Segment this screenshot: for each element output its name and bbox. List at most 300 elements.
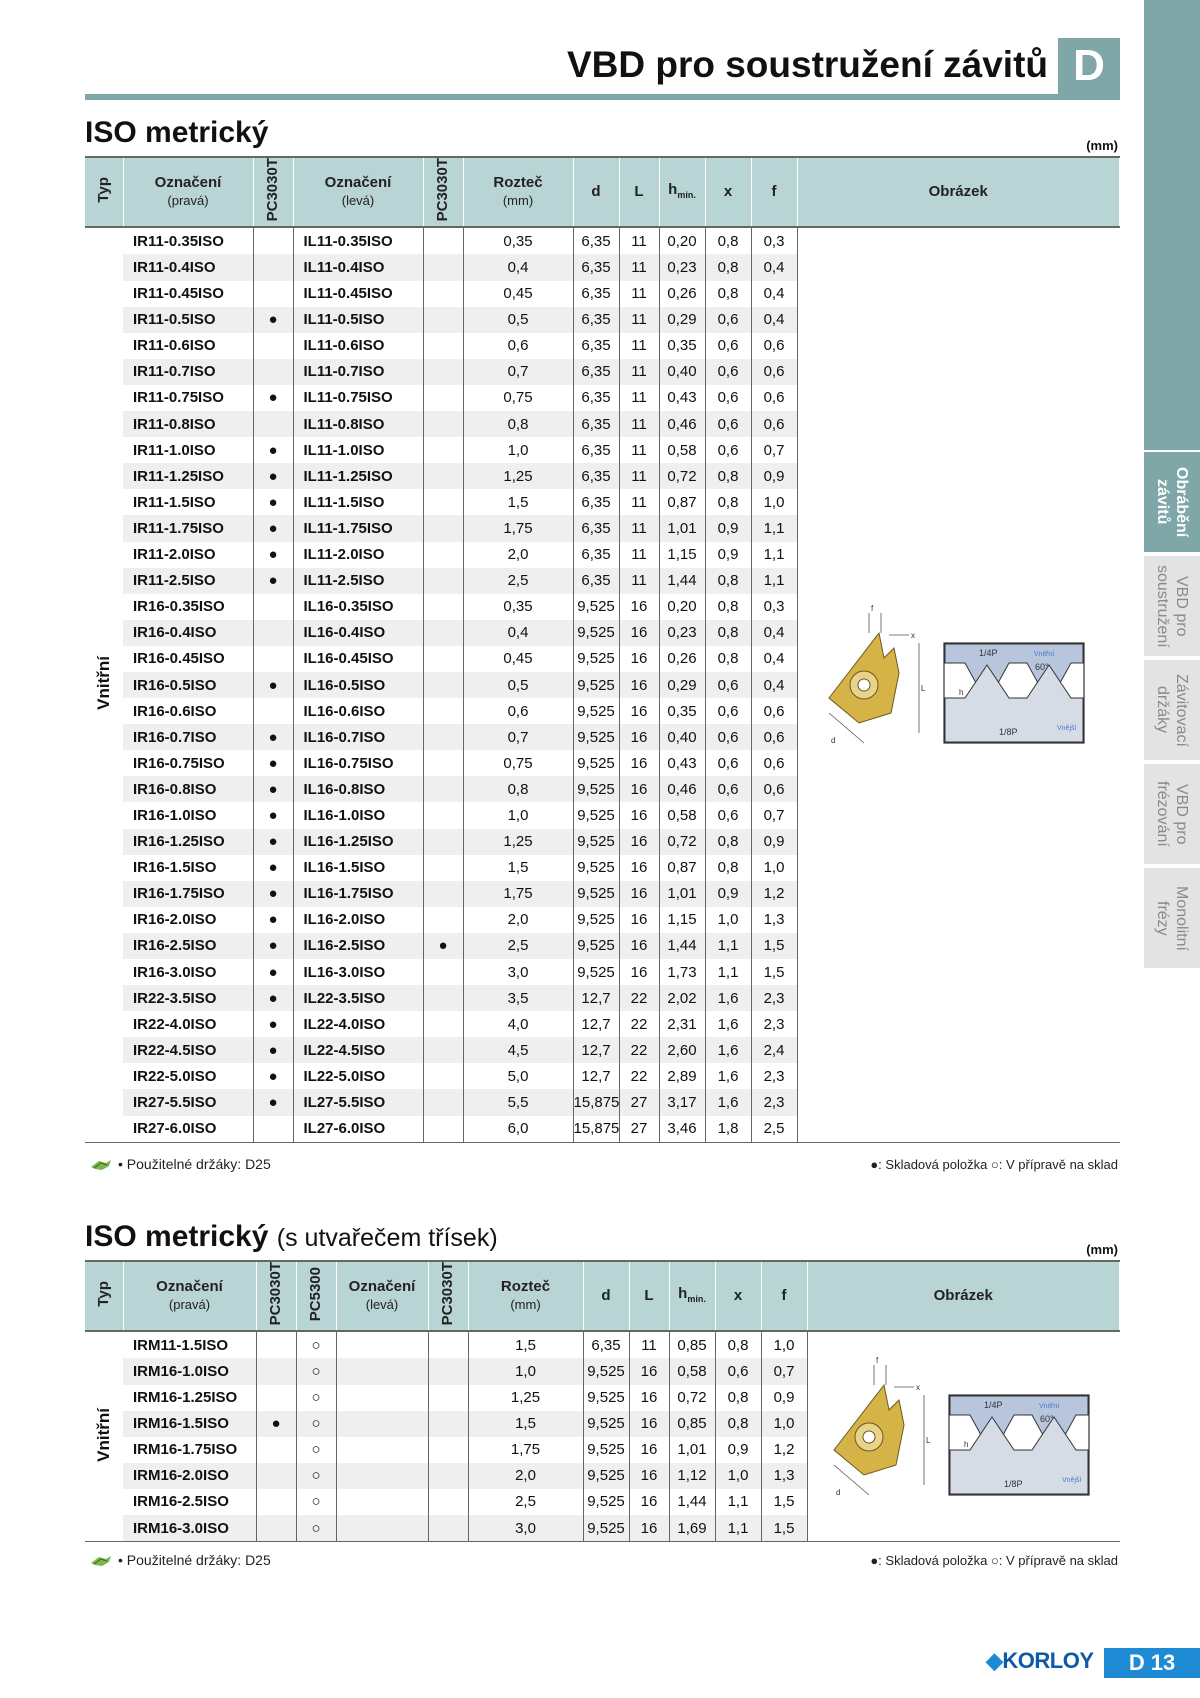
cell-x: 0,6 (705, 698, 751, 724)
cell-x: 0,6 (705, 411, 751, 437)
page-title: VBD pro soustružení závitů (566, 44, 1048, 85)
cell-code-left (336, 1515, 428, 1542)
cell-L: 16 (619, 724, 659, 750)
dim-d: d (835, 1487, 840, 1497)
cell-pitch: 1,25 (463, 463, 573, 489)
cell-h: 1,44 (669, 1489, 715, 1515)
cell-grade-left (423, 698, 463, 724)
cell-x: 1,1 (715, 1515, 761, 1542)
insert-drawing (829, 604, 926, 745)
cell-code-right: IRM16-2.0ISO (123, 1463, 256, 1489)
cell-code-right: IR16-2.0ISO (123, 907, 253, 933)
cell-grade-b: ○ (296, 1437, 336, 1463)
cell-L: 16 (619, 959, 659, 985)
cell-pitch: 0,8 (463, 776, 573, 802)
cell-code-right: IR11-0.6ISO (123, 333, 253, 359)
thread-profile (944, 643, 1084, 743)
cell-code-left: IL16-3.0ISO (293, 959, 423, 985)
cell-grade-b: ○ (296, 1331, 336, 1358)
cell-L: 11 (619, 515, 659, 541)
cell-code-left: IL16-0.4ISO (293, 620, 423, 646)
cell-grade-left (423, 542, 463, 568)
cell-f: 2,5 (751, 1116, 797, 1143)
cell-x: 0,6 (705, 776, 751, 802)
cell-x: 1,6 (705, 1037, 751, 1063)
col-x: x (705, 157, 751, 227)
cell-d: 6,35 (573, 463, 619, 489)
cell-h: 0,20 (659, 227, 705, 254)
cell-x: 0,8 (705, 254, 751, 280)
cell-grade-right: ● (253, 672, 293, 698)
cell-x: 1,0 (705, 907, 751, 933)
cell-f: 0,4 (751, 307, 797, 333)
cell-x: 1,0 (715, 1463, 761, 1489)
cell-code-right: IRM11-1.5ISO (123, 1331, 256, 1358)
cell-grade-right: ● (253, 568, 293, 594)
pitch-quarter: 1/4P (983, 1399, 1003, 1410)
cell-code-left: IL11-0.7ISO (293, 359, 423, 385)
cell-d: 9,525 (573, 750, 619, 776)
cell-code-right: IR11-0.7ISO (123, 359, 253, 385)
cell-L: 11 (619, 385, 659, 411)
cell-grade-right (253, 594, 293, 620)
cell-code-left: IL27-5.5ISO (293, 1089, 423, 1115)
cell-x: 1,1 (705, 933, 751, 959)
cell-code-right: IR16-1.25ISO (123, 829, 253, 855)
cell-grade-right: ● (253, 1011, 293, 1037)
cell-f: 1,1 (751, 515, 797, 541)
cell-grade-left (423, 227, 463, 254)
col-code-right: Označení (pravá) (123, 1261, 256, 1331)
side-accent-bar (1144, 0, 1200, 450)
cell-code-left: IL16-1.0ISO (293, 802, 423, 828)
cell-L: 16 (619, 802, 659, 828)
side-tab-turning-inserts[interactable]: VBD pro soustružení (1144, 556, 1200, 656)
cell-code-right: IR22-3.5ISO (123, 985, 253, 1011)
cell-d: 12,7 (573, 1011, 619, 1037)
cell-L: 27 (619, 1089, 659, 1115)
cell-code-right: IR16-0.8ISO (123, 776, 253, 802)
angle-label: 60° (1039, 1413, 1054, 1424)
cell-pitch: 1,0 (463, 437, 573, 463)
cell-f: 2,4 (751, 1037, 797, 1063)
cell-h: 0,29 (659, 307, 705, 333)
cell-code-left: IL11-0.75ISO (293, 385, 423, 411)
cell-d: 9,525 (573, 698, 619, 724)
cell-x: 0,8 (715, 1411, 761, 1437)
cell-d: 9,525 (573, 594, 619, 620)
type-cell (85, 1331, 123, 1541)
side-tab-milling-inserts[interactable]: VBD pro frézování (1144, 764, 1200, 864)
dim-L: L (920, 684, 925, 694)
cell-code-right: IR11-1.0ISO (123, 437, 253, 463)
cell-x: 0,8 (705, 620, 751, 646)
cell-grade-left (423, 802, 463, 828)
cell-grade-right (253, 254, 293, 280)
cell-grade-right: ● (253, 1063, 293, 1089)
cell-L: 16 (619, 907, 659, 933)
cell-L: 16 (619, 620, 659, 646)
col-x: x (715, 1261, 761, 1331)
cell-h: 0,23 (659, 620, 705, 646)
cell-f: 1,0 (761, 1331, 807, 1358)
col-grade-b: PC5300 (296, 1261, 336, 1331)
cell-f: 0,7 (751, 437, 797, 463)
dim-f: f (870, 604, 873, 614)
cell-grade-right (253, 281, 293, 307)
cell-code-left: IL11-2.0ISO (293, 542, 423, 568)
cell-f: 1,2 (751, 881, 797, 907)
cell-h: 1,15 (659, 542, 705, 568)
cell-grade-left (423, 907, 463, 933)
cell-f: 0,9 (751, 463, 797, 489)
cell-d: 6,35 (573, 515, 619, 541)
cell-x: 1,8 (705, 1116, 751, 1143)
cell-h: 0,35 (659, 698, 705, 724)
cell-d: 9,525 (573, 959, 619, 985)
cell-code-left: IL22-5.0ISO (293, 1063, 423, 1089)
col-f: f (761, 1261, 807, 1331)
dim-x: x (915, 1382, 920, 1392)
cell-grade-left (423, 385, 463, 411)
cell-code-left (336, 1358, 428, 1384)
cell-pitch: 3,5 (463, 985, 573, 1011)
cell-pitch: 1,25 (463, 829, 573, 855)
cell-f: 0,6 (751, 359, 797, 385)
cell-pitch: 5,0 (463, 1063, 573, 1089)
cell-h: 1,44 (659, 933, 705, 959)
cell-x: 0,8 (705, 489, 751, 515)
section1-holder-note: • Použitelné držáky: D25 (90, 1156, 271, 1172)
holder-icon (90, 1554, 112, 1568)
col-grade-right: PC3030T (256, 1261, 296, 1331)
cell-f: 0,3 (751, 594, 797, 620)
cell-L: 16 (619, 672, 659, 698)
cell-f: 1,1 (751, 568, 797, 594)
cell-f: 1,5 (761, 1489, 807, 1515)
cell-f: 1,0 (751, 855, 797, 881)
cell-grade-left: ● (423, 933, 463, 959)
cell-pitch: 0,7 (463, 359, 573, 385)
cell-x: 0,6 (705, 333, 751, 359)
cell-d: 9,525 (573, 802, 619, 828)
cell-d: 15,875 (573, 1116, 619, 1143)
cell-L: 11 (619, 333, 659, 359)
col-L: L (629, 1261, 669, 1331)
cell-L: 22 (619, 985, 659, 1011)
cell-L: 16 (629, 1463, 669, 1489)
insert-diagram (814, 1355, 1114, 1515)
cell-grade-left (423, 437, 463, 463)
cell-f: 1,0 (751, 489, 797, 515)
cell-code-right: IR16-1.75ISO (123, 881, 253, 907)
section-badge: D (1058, 38, 1120, 94)
section2-title: ISO metrický (s utvařečem třísek) (85, 1220, 498, 1253)
cell-h: 0,85 (669, 1331, 715, 1358)
cell-L: 22 (619, 1037, 659, 1063)
cell-f: 1,2 (761, 1437, 807, 1463)
cell-code-right: IR16-0.5ISO (123, 672, 253, 698)
col-d: d (573, 157, 619, 227)
cell-code-left: IL16-0.35ISO (293, 594, 423, 620)
cell-L: 11 (619, 463, 659, 489)
cell-grade-right (256, 1489, 296, 1515)
cell-code-right: IRM16-1.25ISO (123, 1385, 256, 1411)
cell-grade-right (256, 1385, 296, 1411)
cell-d: 6,35 (573, 411, 619, 437)
cell-f: 0,6 (751, 776, 797, 802)
cell-x: 0,8 (705, 829, 751, 855)
cell-pitch: 1,25 (468, 1385, 583, 1411)
cell-L: 16 (619, 933, 659, 959)
cell-grade-left (423, 620, 463, 646)
cell-code-right: IR27-6.0ISO (123, 1116, 253, 1143)
col-code-right: Označení (pravá) (123, 157, 253, 227)
cell-d: 6,35 (573, 254, 619, 280)
cell-x: 0,8 (705, 227, 751, 254)
cell-pitch: 2,0 (468, 1463, 583, 1489)
pitch-eighth: 1/8P (998, 727, 1018, 738)
insert-diagram (809, 603, 1109, 763)
cell-pitch: 0,45 (463, 646, 573, 672)
cell-code-left: IL11-0.35ISO (293, 227, 423, 254)
cell-grade-right (253, 646, 293, 672)
cell-pitch: 1,0 (468, 1358, 583, 1384)
cell-grade-b: ○ (296, 1358, 336, 1384)
cell-grade-right (256, 1463, 296, 1489)
cell-code-right: IR22-5.0ISO (123, 1063, 253, 1089)
cell-h: 2,31 (659, 1011, 705, 1037)
cell-d: 6,35 (573, 437, 619, 463)
cell-f: 1,5 (761, 1515, 807, 1542)
cell-f: 1,3 (761, 1463, 807, 1489)
cell-code-right: IR11-0.35ISO (123, 227, 253, 254)
cell-f: 2,3 (751, 985, 797, 1011)
cell-x: 0,6 (705, 802, 751, 828)
cell-f: 0,9 (751, 829, 797, 855)
cell-grade-right: ● (253, 907, 293, 933)
cell-pitch: 0,4 (463, 620, 573, 646)
cell-L: 16 (629, 1515, 669, 1542)
cell-pitch: 4,5 (463, 1037, 573, 1063)
cell-L: 16 (619, 829, 659, 855)
cell-grade-left (428, 1358, 468, 1384)
cell-h: 0,43 (659, 385, 705, 411)
cell-pitch: 5,5 (463, 1089, 573, 1115)
side-tab-solid-mills[interactable]: Monolitní frézy (1144, 868, 1200, 968)
cell-L: 11 (629, 1331, 669, 1358)
cell-code-right: IR27-5.5ISO (123, 1089, 253, 1115)
cell-f: 0,9 (761, 1385, 807, 1411)
cell-code-left: IL27-6.0ISO (293, 1116, 423, 1143)
cell-code-left: IL22-4.0ISO (293, 1011, 423, 1037)
cell-L: 16 (629, 1411, 669, 1437)
cell-code-left (336, 1411, 428, 1437)
cell-grade-right: ● (253, 750, 293, 776)
cell-x: 0,9 (705, 515, 751, 541)
col-typ: Typ (85, 1261, 123, 1331)
cell-grade-right (253, 333, 293, 359)
cell-grade-right (253, 227, 293, 254)
col-image: Obrázek (797, 157, 1120, 227)
cell-code-right: IR16-0.75ISO (123, 750, 253, 776)
cell-d: 6,35 (573, 568, 619, 594)
cell-pitch: 2,5 (468, 1489, 583, 1515)
cell-pitch: 1,75 (463, 881, 573, 907)
cell-pitch: 3,0 (468, 1515, 583, 1542)
cell-d: 9,525 (573, 776, 619, 802)
cell-x: 0,9 (715, 1437, 761, 1463)
cell-code-left: IL22-3.5ISO (293, 985, 423, 1011)
cell-d: 12,7 (573, 985, 619, 1011)
cell-h: 0,58 (659, 437, 705, 463)
cell-f: 2,3 (751, 1063, 797, 1089)
cell-h: 0,40 (659, 724, 705, 750)
cell-pitch: 0,35 (463, 227, 573, 254)
cell-code-left: IL16-0.7ISO (293, 724, 423, 750)
col-grade-left: PC3030T (423, 157, 463, 227)
cell-grade-left (428, 1385, 468, 1411)
cell-x: 0,8 (705, 594, 751, 620)
header-rule (85, 94, 1120, 100)
cell-code-right: IR11-2.0ISO (123, 542, 253, 568)
cell-d: 9,525 (583, 1411, 629, 1437)
cell-grade-b: ○ (296, 1463, 336, 1489)
cell-d: 6,35 (573, 227, 619, 254)
cell-grade-left (423, 254, 463, 280)
col-h: $h_{min.}$ (659, 157, 705, 227)
cell-code-right: IR11-1.5ISO (123, 489, 253, 515)
cell-code-left (336, 1463, 428, 1489)
holder-icon (90, 1158, 112, 1172)
cell-grade-left (423, 672, 463, 698)
cell-L: 22 (619, 1011, 659, 1037)
dim-d: d (830, 736, 835, 746)
cell-grade-right (253, 620, 293, 646)
cell-h: 0,43 (659, 750, 705, 776)
cell-grade-right: ● (253, 1089, 293, 1115)
cell-code-left: IL16-1.75ISO (293, 881, 423, 907)
cell-code-right: IR11-0.4ISO (123, 254, 253, 280)
cell-code-left: IL16-1.5ISO (293, 855, 423, 881)
cell-pitch: 6,0 (463, 1116, 573, 1143)
cell-d: 6,35 (573, 489, 619, 515)
cell-grade-right: ● (253, 959, 293, 985)
cell-grade-left (423, 463, 463, 489)
cell-code-left: IL11-0.4ISO (293, 254, 423, 280)
cell-pitch: 0,6 (463, 333, 573, 359)
cell-grade-left (423, 1037, 463, 1063)
cell-d: 12,7 (573, 1037, 619, 1063)
cell-x: 1,1 (715, 1489, 761, 1515)
cell-f: 0,6 (751, 724, 797, 750)
cell-L: 11 (619, 437, 659, 463)
outer-label: Vnější (1056, 725, 1076, 733)
cell-x: 1,6 (705, 1063, 751, 1089)
cell-f: 0,6 (751, 333, 797, 359)
cell-code-right: IR22-4.5ISO (123, 1037, 253, 1063)
cell-pitch: 0,6 (463, 698, 573, 724)
cell-d: 9,525 (573, 829, 619, 855)
cell-grade-left (423, 1063, 463, 1089)
cell-h: 1,01 (659, 515, 705, 541)
cell-code-left: IL16-2.0ISO (293, 907, 423, 933)
cell-h: 1,15 (659, 907, 705, 933)
cell-grade-right: ● (253, 1037, 293, 1063)
col-pitch: Rozteč (mm) (463, 157, 573, 227)
cell-grade-right: ● (253, 542, 293, 568)
cell-code-right: IR16-0.45ISO (123, 646, 253, 672)
cell-pitch: 1,5 (468, 1411, 583, 1437)
cell-grade-left (428, 1331, 468, 1358)
page-header (85, 30, 1120, 100)
cell-grade-left (423, 411, 463, 437)
cell-code-left: IL22-4.5ISO (293, 1037, 423, 1063)
cell-d: 9,525 (573, 620, 619, 646)
cell-grade-left (423, 594, 463, 620)
cell-pitch: 2,5 (463, 568, 573, 594)
type-cell (85, 227, 123, 1142)
cell-f: 0,6 (751, 698, 797, 724)
korloy-logo: ◆KORLOY (986, 1648, 1094, 1673)
cell-L: 16 (629, 1358, 669, 1384)
cell-f: 0,4 (751, 620, 797, 646)
cell-x: 1,6 (705, 1089, 751, 1115)
cell-grade-right: ● (253, 802, 293, 828)
cell-pitch: 0,5 (463, 307, 573, 333)
cell-d: 6,35 (573, 385, 619, 411)
side-tab-threading-holders[interactable]: Závitovací držáky (1144, 660, 1200, 760)
cell-grade-left (423, 646, 463, 672)
section1-unit: (mm) (1086, 138, 1118, 153)
cell-grade-left (428, 1411, 468, 1437)
cell-x: 0,8 (705, 646, 751, 672)
cell-d: 6,35 (573, 359, 619, 385)
cell-grade-b: ○ (296, 1515, 336, 1542)
cell-L: 11 (619, 281, 659, 307)
cell-pitch: 2,0 (463, 907, 573, 933)
cell-L: 11 (619, 359, 659, 385)
col-code-left: Označení (levá) (336, 1261, 428, 1331)
cell-code-left (336, 1331, 428, 1358)
cell-f: 0,7 (761, 1358, 807, 1384)
thread-profile (949, 1395, 1089, 1495)
cell-L: 11 (619, 307, 659, 333)
cell-f: 0,4 (751, 672, 797, 698)
cell-L: 16 (619, 776, 659, 802)
cell-x: 1,6 (705, 985, 751, 1011)
cell-code-right: IR11-1.25ISO (123, 463, 253, 489)
cell-h: 3,46 (659, 1116, 705, 1143)
section1-table (85, 156, 1120, 1143)
cell-grade-right (253, 359, 293, 385)
cell-h: 0,26 (659, 281, 705, 307)
cell-L: 16 (619, 855, 659, 881)
side-tab-threading[interactable]: Obrábění závitů (1144, 452, 1200, 552)
cell-code-right: IR11-0.45ISO (123, 281, 253, 307)
cell-h: 0,40 (659, 359, 705, 385)
cell-grade-left (423, 333, 463, 359)
cell-code-right: IR16-0.4ISO (123, 620, 253, 646)
cell-grade-right: ● (253, 385, 293, 411)
cell-x: 1,1 (705, 959, 751, 985)
cell-grade-right: ● (253, 776, 293, 802)
cell-h: 0,46 (659, 411, 705, 437)
cell-code-right: IRM16-3.0ISO (123, 1515, 256, 1542)
page-number: D 13 (1104, 1648, 1200, 1678)
cell-h: 0,72 (659, 463, 705, 489)
cell-f: 0,6 (751, 750, 797, 776)
